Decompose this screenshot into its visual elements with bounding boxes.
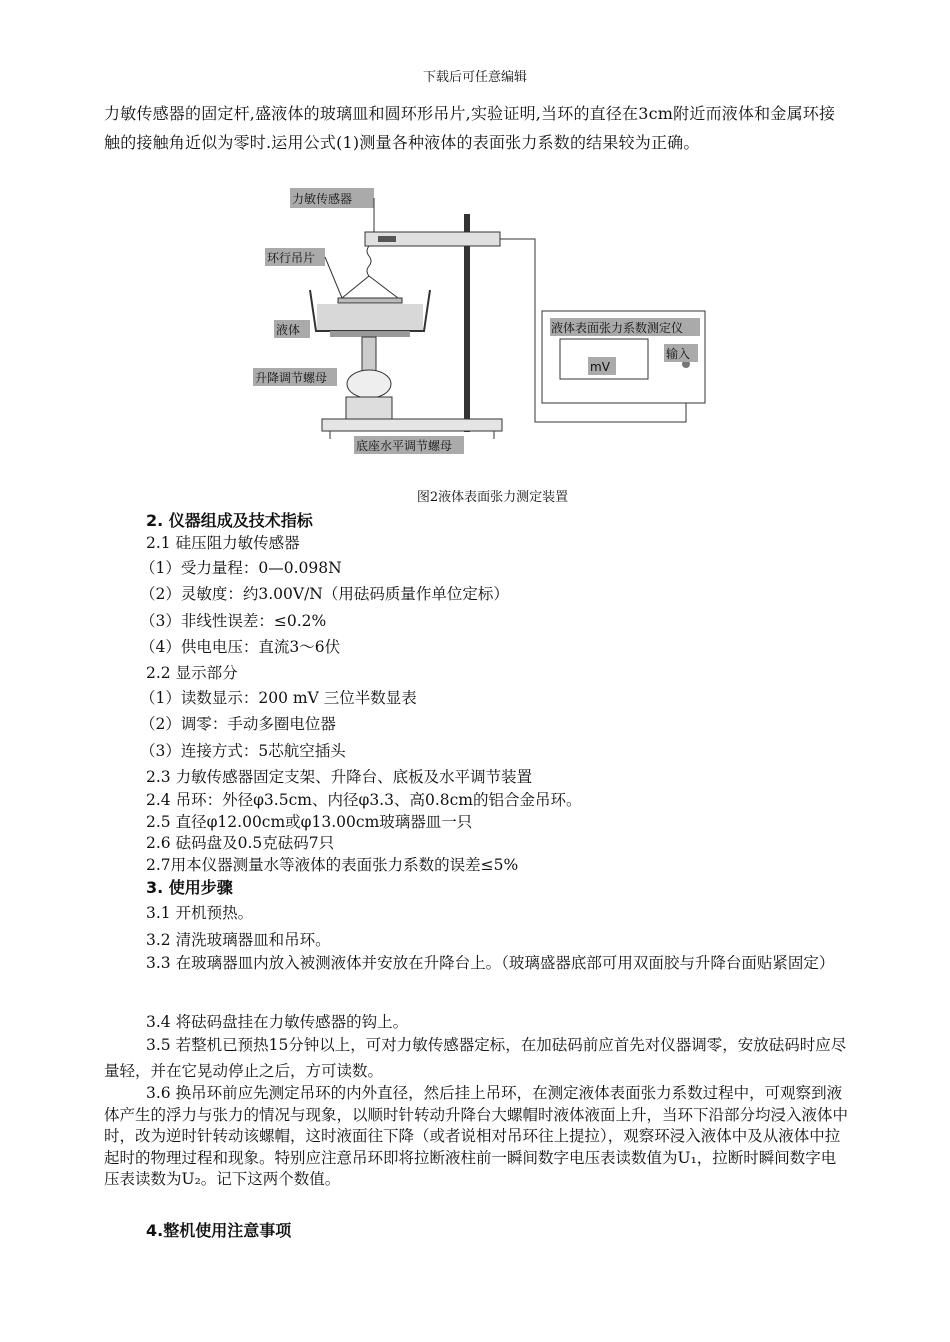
intro-paragraph: 力敏传感器的固定杆,盛液体的玻璃皿和圆环形吊片,实验证明,当环的直径在3cm附近而液体和金属环接触的接触角近似为零时.运用公式(1)测量各种液体的表面张力系数的结果较为正确。 [104, 104, 836, 152]
label-liquid: 液体 [276, 323, 301, 337]
line-2-1-3: （3）非线性误差：≤0.2% [140, 612, 327, 630]
line-3-1: 3.1 开机预热。 [146, 904, 254, 922]
apparatus-figure [250, 186, 720, 476]
section-3-title: 3. 使用步骤 [146, 878, 233, 897]
line-3-4: 3.4 将砝码盘挂在力敏传感器的钩上。 [146, 1013, 409, 1031]
label-sensor: 力敏传感器 [292, 192, 353, 206]
figure-caption: 图2液体表面张力测定装置 [416, 490, 569, 505]
line-2-1-1: （1）受力量程：0—0.098N [140, 559, 342, 577]
line-3-6: 3.6 换吊环前应先测定吊环的内外直径，然后挂上吊环，在测定液体表面张力系数过程中，可观察到液体产生的浮力与张力的情况与现象，以顺时针转动升降台大螺帽时液体液面上升，当环下沿部分均浸入液体中时，改为逆时针转动该螺帽，这时液面往下降（或者说相对吊环往上提拉），观察环浸入液体中及从液体中拉起时的物理过程和现象。特别应注意吊环即将拉断液柱前一瞬间数字电压表读数值为U₁，拉断时瞬间数字电压表读数为U₂。记下这两个数值。 [104, 1084, 849, 1189]
line-2-5: 2.5 直径φ12.00cm或φ13.00cm玻璃器皿一只 [146, 813, 473, 831]
line-2-2-1: （1）读数显示：200 mV 三位半数显表 [140, 689, 417, 707]
line-2-2: 2.2 显示部分 [146, 664, 238, 682]
line-2-4: 2.4 吊环：外径φ3.5cm、内径φ3.3、高0.8cm的铝合金吊环。 [146, 791, 582, 809]
line-2-1-4: （4）供电电压：直流3～6伏 [140, 638, 341, 656]
label-base: 底座水平调节螺母 [356, 439, 453, 453]
label-lift: 升降调节螺母 [255, 371, 328, 385]
line-3-5: 3.5 若整机已预热15分钟以上，可对力敏传感器定标，在加砝码前应首先对仪器调零，安放砝码时应尽量轻，并在它晃动停止之后，方可读数。 [104, 1036, 847, 1080]
line-2-2-2: （2）调零：手动多圈电位器 [140, 715, 336, 733]
label-meter: 液体表面张力系数测定仪 [551, 321, 684, 335]
label-input: 输入 [666, 347, 691, 361]
section-2-title: 2. 仪器组成及技术指标 [146, 511, 313, 530]
label-mv: mV [590, 360, 610, 374]
line-2-1: 2.1 硅压阻力敏传感器 [146, 534, 300, 552]
line-2-6: 2.6 砝码盘及0.5克砝码7只 [146, 834, 335, 852]
label-ring: 环行吊片 [267, 251, 316, 265]
line-2-7: 2.7用本仪器测量水等液体的表面张力系数的误差≤5% [146, 856, 519, 874]
line-2-3: 2.3 力敏传感器固定支架、升降台、底板及水平调节装置 [146, 768, 533, 786]
section-4-title: 4.整机使用注意事项 [146, 1221, 292, 1240]
line-2-2-3: （3）连接方式：5芯航空插头 [140, 742, 346, 760]
line-3-3: 3.3 在玻璃器皿内放入被测液体并安放在升降台上。（玻璃盛器底部可用双面胶与升降台面贴紧固定） [146, 954, 835, 972]
line-2-1-2: （2）灵敏度：约3.00V/N（用砝码质量作单位定标） [140, 585, 509, 603]
page-header: 下载后可任意编辑 [422, 70, 527, 85]
line-3-2: 3.2 清洗玻璃器皿和吊环。 [146, 931, 331, 949]
